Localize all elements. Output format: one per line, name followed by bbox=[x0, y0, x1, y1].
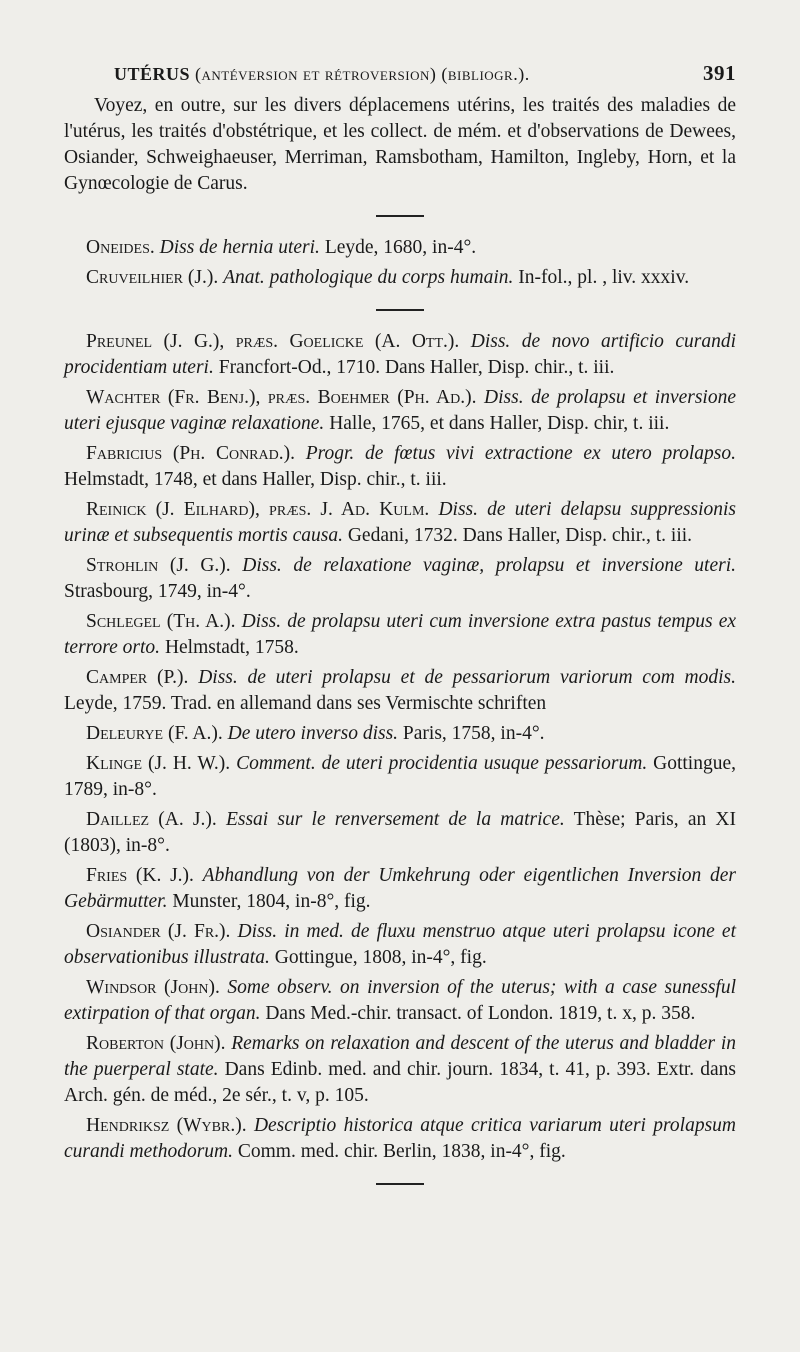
bib-entry bbox=[64, 385, 736, 437]
entry-rest: Strasbourg, 1749, in-4°. bbox=[64, 581, 251, 602]
entry-author: Wachter (Fr. Benj.), præs. Boehmer (Ph. Ad.). bbox=[86, 387, 477, 408]
section-divider bbox=[376, 309, 424, 311]
entry-author: Osiander (J. Fr.). bbox=[86, 921, 231, 942]
page-number: 391 bbox=[703, 61, 736, 85]
entry-author: Daillez (A. J.). bbox=[86, 809, 217, 830]
entry-author: Camper (P.). bbox=[86, 667, 189, 688]
bib-entry bbox=[64, 1031, 736, 1109]
entry-rest: Gedani, 1732. Dans Haller, Disp. chir., t. iii. bbox=[342, 525, 693, 546]
entry-title: Diss. de uteri delapsu suppressionis urinæ et subsequentis mortis causa. bbox=[64, 499, 736, 546]
bib-entry bbox=[64, 265, 736, 291]
bib-entry bbox=[64, 863, 736, 915]
entry-title: Remarks on relaxation and descent of the uterus and bladder in the puerperal state. bbox=[64, 1033, 737, 1080]
bib-entry bbox=[64, 751, 736, 803]
bib-entry bbox=[64, 235, 736, 261]
entry-title: Diss de hernia uteri. bbox=[159, 237, 320, 258]
entry-rest: Helmstadt, 1758. bbox=[160, 637, 299, 658]
running-header bbox=[64, 60, 736, 87]
entry-title: Diss. in med. de fluxu menstruo atque uteri prolapsu icone et observationibus illustrata. bbox=[64, 921, 737, 968]
entry-author: Reinick (J. Eilhard), præs. J. Ad. Kulm. bbox=[86, 499, 430, 520]
entry-author: Cruveilhier (J.). bbox=[86, 267, 219, 288]
entry-title: Diss. de novo artificio curandi procidentiam uteri. bbox=[64, 331, 737, 378]
bib-entry bbox=[64, 553, 736, 605]
entry-rest: In-fol., pl. , liv. xxxiv. bbox=[513, 267, 690, 288]
entry-title: Abhandlung von der Umkehrung oder eigentlichen Inversion der Gebärmutter. bbox=[64, 865, 737, 912]
entry-rest: Gottingue, 1789, in-8°. bbox=[64, 753, 736, 800]
section-divider bbox=[376, 1183, 424, 1185]
bib-entry bbox=[64, 975, 736, 1027]
entry-rest: Leyde, 1759. Trad. en allemand dans ses Vermischte schriften bbox=[64, 693, 547, 714]
entry-rest: Leyde, 1680, in-4°. bbox=[319, 237, 477, 258]
entry-rest: Thèse; Paris, an XI (1803), in-8°. bbox=[64, 809, 737, 856]
entry-author: Preunel (J. G.), præs. Goelicke (A. Ott.). bbox=[86, 331, 460, 352]
entry-author: Fries (K. J.). bbox=[86, 865, 194, 886]
entry-author: Schlegel (Th. A.). bbox=[86, 611, 236, 632]
entry-title: Anat. pathologique du corps humain. bbox=[223, 267, 514, 288]
entry-rest: Francfort-Od., 1710. Dans Haller, Disp. chir., t. iii. bbox=[213, 357, 615, 378]
entry-author: Oneides. bbox=[86, 237, 155, 258]
bib-entry bbox=[64, 609, 736, 661]
page bbox=[64, 60, 736, 1203]
bib-entry bbox=[64, 441, 736, 493]
entry-title: Diss. de prolapsu uteri cum inversione extra pastus tempus ex terrore orto. bbox=[64, 611, 737, 658]
entry-author: Hendriksz (Wybr.). bbox=[86, 1115, 247, 1136]
entry-author: Deleurye (F. A.). bbox=[86, 723, 223, 744]
entry-title: Descriptio historica atque critica variarum uteri prolapsum curandi methodorum. bbox=[64, 1115, 737, 1162]
bib-entry bbox=[64, 919, 736, 971]
title-main: UTÉRUS bbox=[114, 64, 191, 84]
entry-author: Fabricius (Ph. Conrad.). bbox=[86, 443, 295, 464]
entry-rest: Helmstadt, 1748, et dans Haller, Disp. chir., t. iii. bbox=[64, 469, 447, 490]
entry-title: Comment. de uteri procidentia usuque pessariorum. bbox=[236, 753, 648, 774]
entry-rest: Comm. med. chir. Berlin, 1838, in-4°, fig. bbox=[233, 1141, 566, 1162]
entry-title: Some observ. on inversion of the uterus; with a case sunessful extirpation of that organ. bbox=[64, 977, 736, 1024]
entry-title: Diss. de uteri prolapsu et de pessariorum variorum com modis. bbox=[198, 667, 736, 688]
entry-author: Klinge (J. H. W.). bbox=[86, 753, 231, 774]
entry-title: Diss. de prolapsu et inversione uteri ejusque vaginæ relaxatione. bbox=[64, 387, 737, 434]
running-title bbox=[64, 61, 530, 87]
bib-entry bbox=[64, 1113, 736, 1165]
entry-title: Progr. de fœtus vivi extractione ex utero prolapso. bbox=[305, 443, 736, 464]
entry-rest: Paris, 1758, in-4°. bbox=[398, 723, 545, 744]
bib-entry bbox=[64, 665, 736, 717]
bib-entry bbox=[64, 807, 736, 859]
entry-rest: Dans Edinb. med. and chir. journ. 1834, t. 41, p. 393. Extr. dans Arch. gén. de méd., 2e sér., t. v, p. 105. bbox=[64, 1059, 736, 1106]
intro-paragraph: Voyez, en outre, sur les divers déplacemens utérins, les traités des maladies de l'utérus, les traités d'obstétrique, et les collect. de mém. et d'observations de Dewees, Osiander, Schweighaeuser, Merriman, Ramsbotham, Hamilton, Ingleby, Horn, et la Gynœcologie de Carus. bbox=[64, 95, 736, 194]
entry-rest: Dans Med.-chir. transact. of London. 1819, t. x, p. 358. bbox=[260, 1003, 696, 1024]
entry-title: De utero inverso diss. bbox=[227, 723, 399, 744]
section-divider bbox=[376, 215, 424, 217]
group-1 bbox=[64, 235, 736, 291]
entry-author: Windsor (John). bbox=[86, 977, 220, 998]
entry-title: Essai sur le renversement de la matrice. bbox=[225, 809, 565, 830]
bib-entry bbox=[64, 329, 736, 381]
entry-rest: Gottingue, 1808, in-4°, fig. bbox=[269, 947, 487, 968]
group-2 bbox=[64, 329, 736, 1165]
entry-rest: Halle, 1765, et dans Haller, Disp. chir, t. iii. bbox=[324, 413, 670, 434]
title-rest: (antéversion et rétroversion) (bibliogr.). bbox=[190, 64, 530, 84]
bib-entry bbox=[64, 721, 736, 747]
entry-rest: Munster, 1804, in-8°, fig. bbox=[167, 891, 371, 912]
entry-title: Diss. de relaxatione vaginæ, prolapsu et inversione uteri. bbox=[242, 555, 737, 576]
bib-entry bbox=[64, 497, 736, 549]
entry-author: Strohlin (J. G.). bbox=[86, 555, 231, 576]
entry-author: Roberton (John). bbox=[86, 1033, 226, 1054]
